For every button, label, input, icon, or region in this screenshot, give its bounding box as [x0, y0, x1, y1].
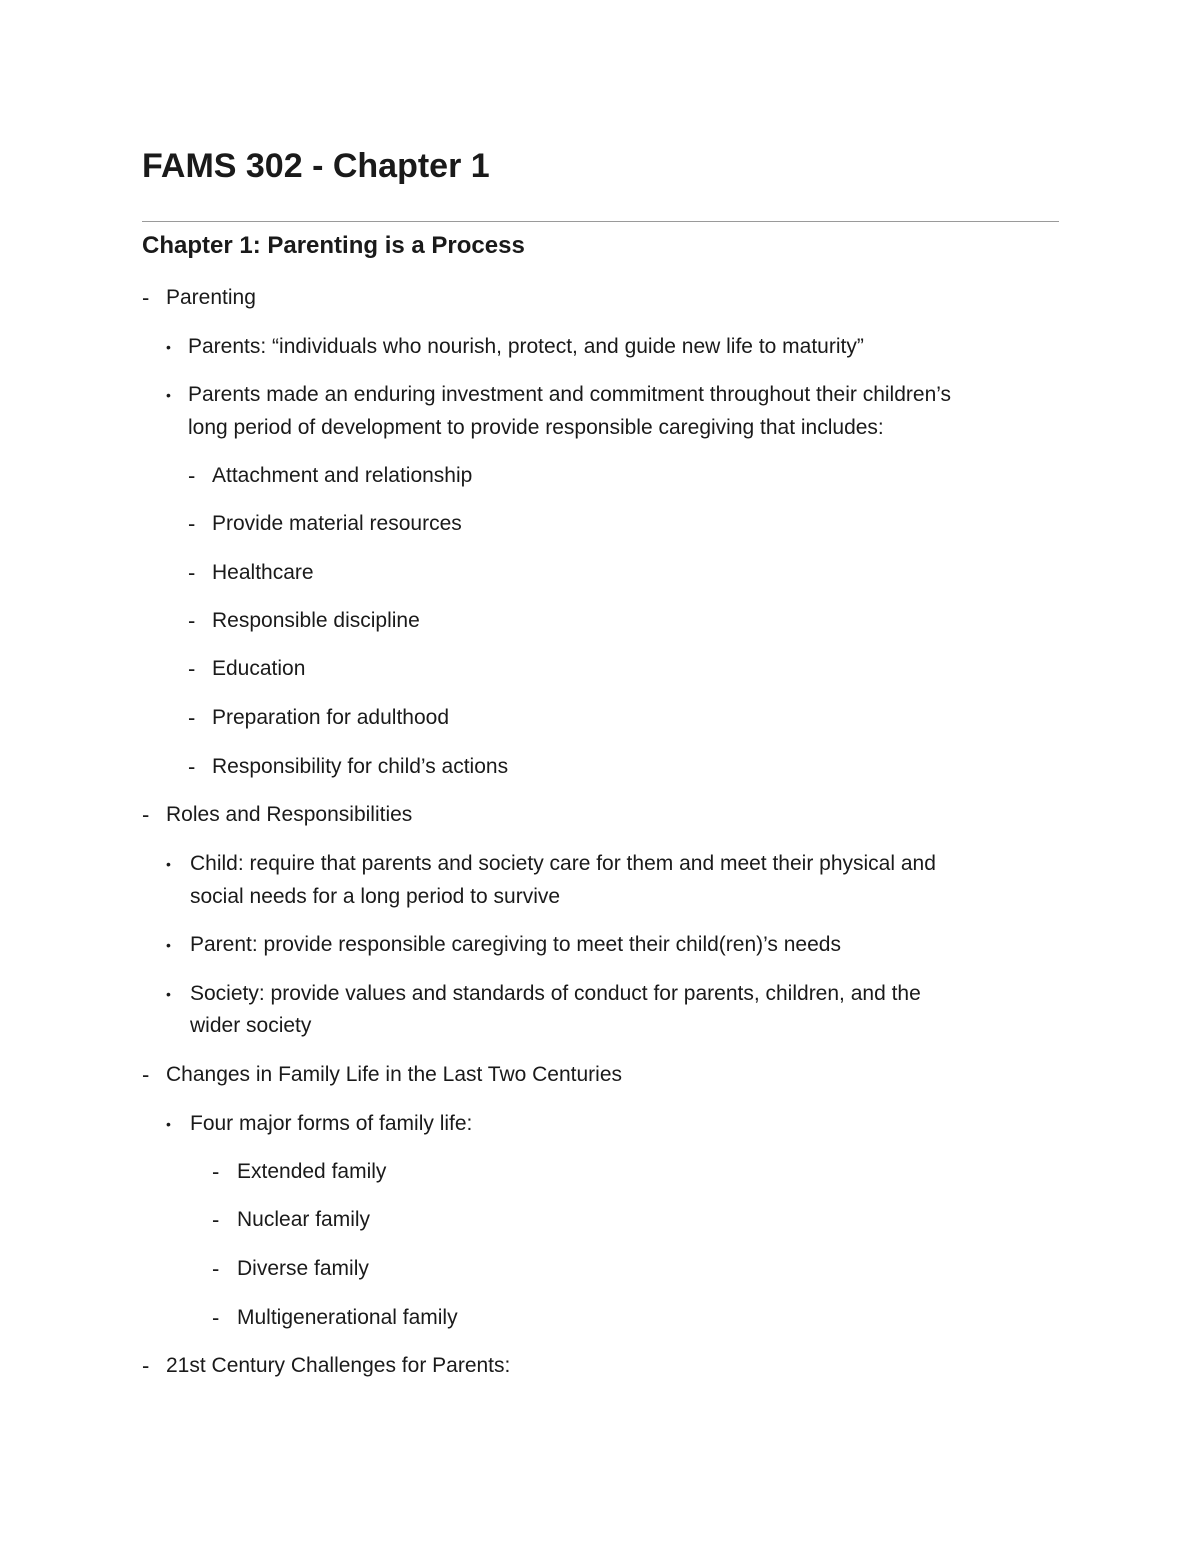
dash-marker: -	[212, 1305, 220, 1330]
list-item: Attachment and relationship	[212, 464, 473, 487]
list-item: Parent: provide responsible caregiving to meet their child(ren)’s needs	[190, 933, 841, 956]
list-item: 21st Century Challenges for Parents:	[166, 1354, 511, 1377]
dash-marker: -	[142, 1353, 150, 1378]
dash-marker: -	[188, 705, 196, 730]
dash-marker: -	[188, 608, 196, 633]
list-item: Changes in Family Life in the Last Two Centuries	[166, 1063, 623, 1086]
title-divider	[142, 221, 1059, 222]
list-item: Preparation for adulthood	[212, 706, 449, 729]
list-item: Society: provide values and standards of conduct for parents, children, and the	[190, 982, 921, 1005]
section-heading: Chapter 1: Parenting is a Process	[142, 232, 525, 259]
dash-marker: -	[142, 1062, 150, 1087]
dash-marker: -	[212, 1256, 220, 1281]
dash-marker: -	[188, 463, 196, 488]
list-item: Extended family	[237, 1160, 387, 1183]
list-item-continuation: long period of development to provide responsible caregiving that includes:	[188, 416, 884, 439]
dash-marker: -	[212, 1159, 220, 1184]
list-item: Responsible discipline	[212, 609, 420, 632]
dash-marker: -	[212, 1207, 220, 1232]
bullet-marker: •	[166, 339, 171, 355]
dash-marker: -	[188, 754, 196, 779]
dash-marker: -	[142, 285, 150, 310]
list-item-continuation: social needs for a long period to survive	[190, 885, 561, 908]
bullet-marker: •	[166, 937, 171, 953]
list-item-continuation: wider society	[190, 1014, 312, 1037]
bullet-marker: •	[166, 986, 171, 1002]
list-item: Healthcare	[212, 561, 314, 584]
list-item: Four major forms of family life:	[190, 1112, 473, 1135]
list-item: Parents: “individuals who nourish, protect, and guide new life to maturity”	[188, 335, 864, 358]
list-item: Education	[212, 657, 306, 680]
list-item: Parents made an enduring investment and commitment throughout their children’s	[188, 383, 952, 406]
dash-marker: -	[142, 802, 150, 827]
list-item: Roles and Responsibilities	[166, 803, 413, 826]
bullet-marker: •	[166, 856, 171, 872]
list-item: Child: require that parents and society care for them and meet their physical and	[190, 852, 936, 875]
dash-marker: -	[188, 656, 196, 681]
dash-marker: -	[188, 560, 196, 585]
bullet-marker: •	[166, 387, 171, 403]
list-item: Nuclear family	[237, 1208, 371, 1231]
list-item: Responsibility for child’s actions	[212, 755, 509, 778]
list-item: Provide material resources	[212, 512, 462, 535]
list-item: Multigenerational family	[237, 1306, 458, 1329]
list-item: Parenting	[166, 286, 256, 309]
bullet-marker: •	[166, 1116, 171, 1132]
dash-marker: -	[188, 511, 196, 536]
document-title: FAMS 302 - Chapter 1	[142, 147, 490, 185]
list-item: Diverse family	[237, 1257, 369, 1280]
